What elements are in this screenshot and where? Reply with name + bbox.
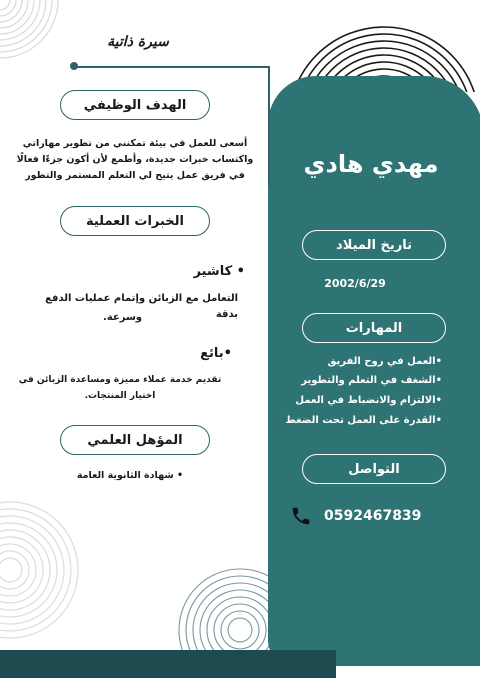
education-heading: المؤهل العلمي [60, 425, 210, 455]
contact-heading: التواصل [302, 454, 446, 484]
bottom-bar [0, 650, 336, 678]
job-desc-seller-line-2: اختيار المنتجات. [84, 391, 156, 401]
skill-item: •الالتزام والانضباط في العمل [295, 395, 442, 406]
phone-row [290, 504, 440, 528]
objective-line-3: في فريق عمل يتيح لي التعلم المستمر والتطور [25, 170, 245, 181]
skill-item: •القدرة على العمل تحت الضغط [285, 415, 442, 426]
connector-line [74, 66, 270, 68]
job-title-cashier: • كاشير [193, 264, 245, 279]
page-title: سيرة ذاتية [107, 34, 169, 50]
phone-number[interactable]: 0592467839 [324, 508, 422, 524]
job-desc-seller-line-1: تقديم خدمة عملاء مميزة ومساعدة الزبائن في [18, 375, 222, 385]
objective-line-2: واكتساب خبرات جديدة، وأطمع لأن أكون جزءًا فعالًا [16, 154, 254, 165]
job-title-seller: •بائع [200, 346, 232, 361]
skill-item: •الشغف في التعلم والتطوير [301, 375, 442, 386]
connector-line-vertical [268, 66, 270, 186]
objective-heading: الهدف الوظيفي [60, 90, 210, 120]
birthdate-heading: تاريخ الميلاد [302, 230, 446, 260]
skill-item: •العمل في روح الفريق [327, 356, 442, 367]
decorative-circles-bottom-left [0, 500, 110, 640]
phone-icon [290, 505, 312, 527]
decorative-circles-top-left [0, 0, 80, 80]
birthdate-value: 2002/6/29 [324, 277, 386, 290]
job-desc-cashier-line-1: التعامل مع الزبائن وإتمام عمليات الدفع بدقة [45, 293, 238, 320]
objective-line-1: أسعى للعمل في بيئة تمكنني من تطوير مهاراتي [22, 138, 248, 149]
skills-heading: المهارات [302, 313, 446, 343]
connector-dot [70, 62, 78, 70]
profile-name: مهدي هادي [303, 150, 439, 178]
experience-heading: الخبرات العملية [60, 206, 210, 236]
job-desc-cashier-line-2: وسرعة. [103, 312, 142, 323]
education-item: • شهادة الثانوية العامة [76, 470, 184, 481]
